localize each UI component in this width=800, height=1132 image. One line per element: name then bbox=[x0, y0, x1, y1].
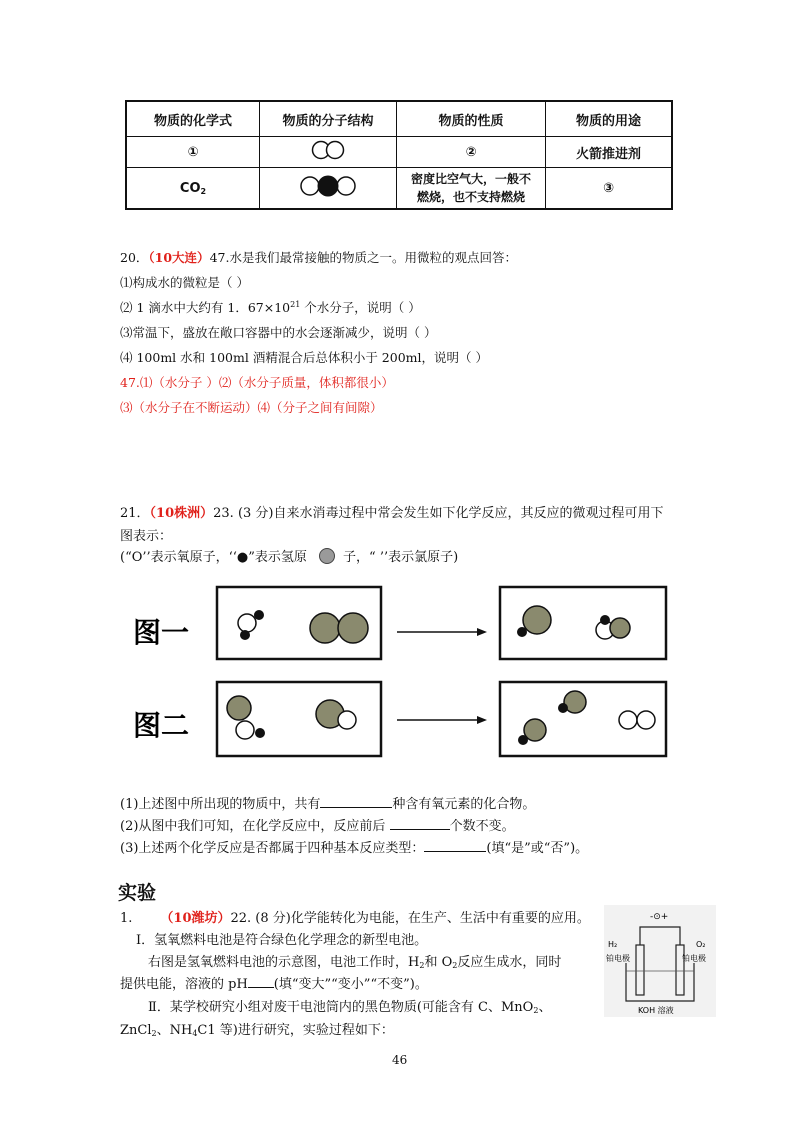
molecule-two-atoms-icon bbox=[308, 139, 348, 161]
q21-sub1-b: 种含有氧元素的化合物。 bbox=[392, 797, 536, 812]
q20-part4: ⑷ 100ml 水和 100ml 酒精混合后总体积小于 200ml，说明（ ） bbox=[120, 350, 488, 365]
q1-para2-b: (填“变大”“变小”“不变”)。 bbox=[273, 977, 428, 992]
page-number: 46 bbox=[392, 1053, 408, 1067]
q1-l-b: 、NH bbox=[156, 1023, 193, 1038]
hydrogen-atom bbox=[240, 630, 250, 640]
q21-legend-a: (“O’’表示氧原子，‘‘●”表示氢原 bbox=[120, 550, 307, 565]
hydrogen-atom bbox=[254, 610, 264, 620]
chlorine-atom bbox=[227, 696, 251, 720]
q1-para2 bbox=[120, 973, 428, 992]
cell-structure-1 bbox=[260, 137, 397, 168]
oxygen-atom bbox=[619, 711, 637, 729]
q21-stem bbox=[120, 502, 664, 521]
q20-part2-sup: 21 bbox=[290, 300, 301, 309]
chlorine-atom bbox=[523, 606, 551, 634]
q21-sub2 bbox=[120, 815, 515, 834]
answer-blank[interactable] bbox=[424, 851, 486, 852]
q1-para-c: 和 O bbox=[424, 955, 453, 970]
fig1-arrowhead bbox=[477, 628, 487, 636]
hydrogen-atom bbox=[518, 735, 528, 745]
q1-part2-a: Ⅱ．某学校研究小组对废干电池筒内的黑色物质(可能含有 C、MnO bbox=[148, 1000, 534, 1015]
q1-source: （10潍坊） bbox=[160, 911, 231, 926]
q1-l-sub1: 2 bbox=[151, 1029, 157, 1038]
header-property: 物质的性质 bbox=[397, 101, 546, 137]
q20-answer-1: 47.⑴（水分子 ）⑵（水分子质量，体积都很小） bbox=[120, 375, 394, 390]
molecule-co2-icon bbox=[297, 174, 359, 198]
q1-para-e: 反应生成水，同时 bbox=[457, 955, 562, 970]
q20-stem bbox=[120, 248, 517, 266]
cell-use-2: ③ bbox=[546, 168, 673, 210]
meter-label: -⊙+ bbox=[650, 912, 669, 922]
q21-stem-text: 23. (3 分)自来水消毒过程中常会发生如下化学反应，其反应的微观过程可用下 bbox=[213, 506, 664, 521]
q1-part2-b: 、 bbox=[538, 1000, 552, 1015]
q1-part1: I．氢氧燃料电池是符合绿色化学理念的新型电池。 bbox=[136, 933, 428, 948]
section-title: 实验 bbox=[118, 882, 157, 904]
q20-part2 bbox=[120, 298, 421, 316]
koh-label: KOH 溶液 bbox=[638, 1006, 674, 1015]
q21-legend-b: 子，“ ’’表示氯原子) bbox=[343, 550, 459, 565]
properties-table bbox=[125, 100, 673, 210]
chlorine-atom bbox=[338, 613, 368, 643]
q1-para-a: 右图是氢氧燃料电池的示意图，电池工作时，H bbox=[148, 955, 420, 970]
fig2-label: 图二 bbox=[133, 709, 190, 742]
fig2-arrowhead bbox=[477, 716, 487, 724]
q21-sub2-a: (2)从图中我们可知，在化学反应中，反应前后 bbox=[120, 819, 386, 834]
chlorine-atom bbox=[310, 613, 340, 643]
q1-stem-text: 22. (8 分)化学能转化为电能，在生产、生活中有重要的应用。 bbox=[230, 911, 590, 926]
q21-legend bbox=[120, 546, 458, 565]
fig1-label: 图一 bbox=[133, 616, 190, 649]
q21-sub3-a: (3)上述两个化学反应是否都属于四种基本反应类型： bbox=[120, 841, 425, 856]
q1-l-a: ZnCl bbox=[120, 1023, 152, 1038]
property-line2: 燃烧，也不支持燃烧 bbox=[416, 190, 525, 204]
q1-number: 1. bbox=[120, 911, 133, 926]
cell-use-1: 火箭推进剂 bbox=[546, 137, 673, 168]
h2-label: H₂ bbox=[608, 940, 618, 949]
chlorine-atom-icon bbox=[319, 548, 335, 564]
q20-part1: ⑴构成水的微粒是（ ） bbox=[120, 275, 249, 290]
property-line1: 密度比空气大，一般不 bbox=[410, 172, 531, 186]
q1-para-sub2: 2 bbox=[452, 961, 458, 970]
q1-part2 bbox=[148, 996, 551, 1015]
q21-sub1-a: (1)上述图中所出现的物质中，共有 bbox=[120, 797, 321, 812]
right-electrode-label: 铂电极 bbox=[682, 954, 706, 963]
oxygen-atom bbox=[238, 614, 256, 632]
o2-label: O₂ bbox=[696, 940, 706, 949]
q1-stem bbox=[120, 907, 590, 926]
cell-structure-2 bbox=[260, 168, 397, 210]
answer-blank[interactable] bbox=[320, 807, 392, 808]
q20-part2-a: ⑵ 1 滴水中大约有 1．67×10 bbox=[120, 300, 291, 315]
q1-part2-sub: 2 bbox=[533, 1006, 539, 1015]
answer-blank[interactable] bbox=[248, 987, 274, 988]
q1-l-c: C1 等)进行研究，实验过程如下： bbox=[197, 1023, 394, 1038]
cell-formula-2 bbox=[126, 168, 260, 210]
q21-sub3 bbox=[120, 837, 588, 856]
q1-para2-a: 提供电能，溶液的 pH bbox=[120, 977, 248, 992]
q21-source: （10株洲） bbox=[149, 506, 214, 521]
q21-sub3-b: (填“是”或“否”)。 bbox=[486, 841, 589, 856]
q1-para bbox=[148, 951, 561, 970]
q21-sub2-b: 个数不变。 bbox=[449, 819, 515, 834]
hydrogen-atom bbox=[600, 615, 610, 625]
q20-stem-text: 47.水是我们最常接触的物质之一。用微粒的观点回答： bbox=[209, 250, 517, 265]
q20-source: （10大连） bbox=[148, 250, 210, 265]
q20-number: 20． bbox=[120, 250, 149, 265]
q21-sub1 bbox=[120, 793, 535, 812]
q21-stem-line2: 图表示： bbox=[120, 529, 173, 544]
formula-co2: CO bbox=[179, 180, 201, 196]
hydrogen-atom bbox=[558, 703, 568, 713]
q1-l-sub2: 4 bbox=[192, 1029, 198, 1038]
header-use: 物质的用途 bbox=[546, 101, 673, 137]
answer-blank[interactable] bbox=[390, 829, 450, 830]
oxygen-atom bbox=[236, 721, 254, 739]
q20-answer-2: ⑶（水分子在不断运动）⑷（分子之间有间隙） bbox=[120, 400, 383, 415]
oxygen-atom bbox=[338, 711, 356, 729]
header-structure: 物质的分子结构 bbox=[260, 101, 397, 137]
header-formula: 物质的化学式 bbox=[126, 101, 260, 137]
q1-part2-line2 bbox=[120, 1019, 394, 1038]
q20-part2-b: 个水分子，说明（ ） bbox=[300, 300, 421, 315]
q20-part3: ⑶常温下，盛放在敞口容器中的水会逐渐减少，说明（ ） bbox=[120, 325, 437, 340]
cell-property-2 bbox=[397, 168, 546, 210]
cell-property-1: ② bbox=[397, 137, 546, 168]
fuel-cell-diagram bbox=[604, 905, 716, 1017]
formula-subscript: 2 bbox=[200, 186, 207, 196]
hydrogen-atom bbox=[255, 728, 265, 738]
cell-formula-1: ① bbox=[126, 137, 260, 168]
hydrogen-atom bbox=[517, 627, 527, 637]
chlorine-atom bbox=[610, 618, 630, 638]
oxygen-atom bbox=[637, 711, 655, 729]
q1-para-sub1: 2 bbox=[419, 961, 425, 970]
q21-number: 21． bbox=[120, 506, 150, 521]
left-electrode-label: 铂电极 bbox=[606, 954, 630, 963]
reaction-figures bbox=[125, 580, 685, 780]
